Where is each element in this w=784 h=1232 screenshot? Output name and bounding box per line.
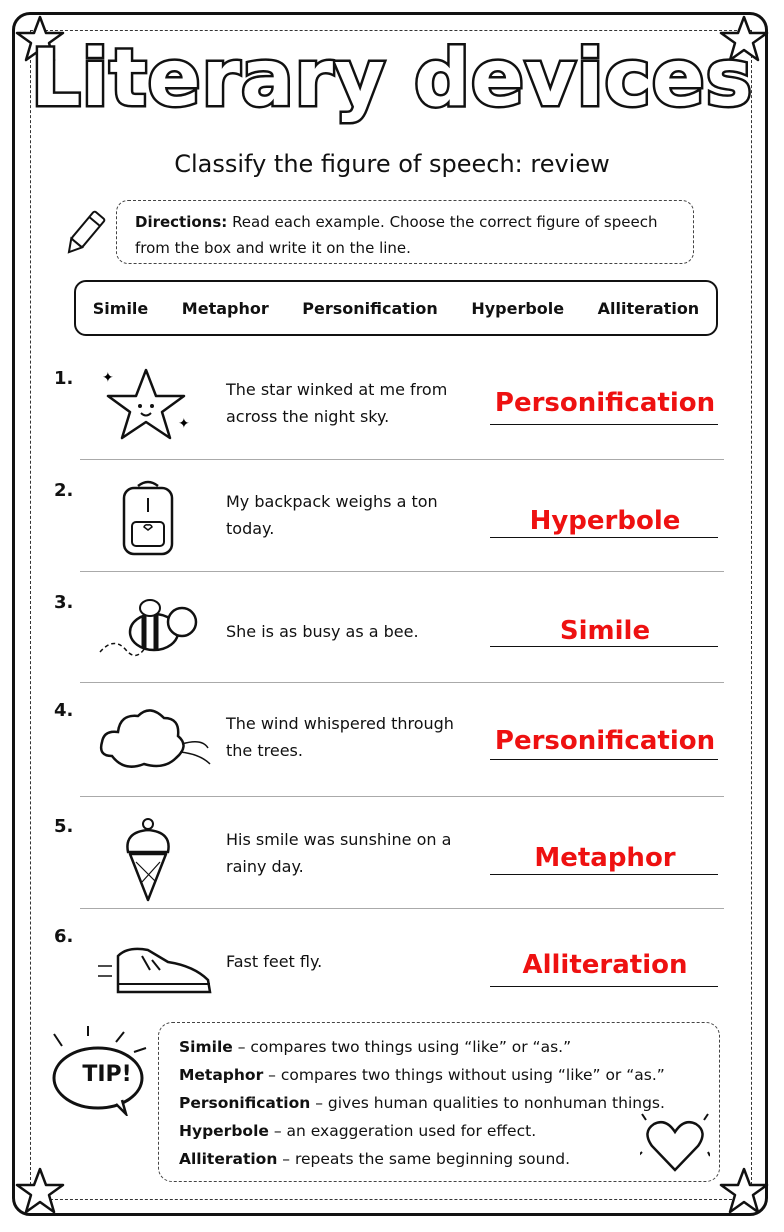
question-number: 3. [54,592,74,613]
question-number: 1. [54,368,74,389]
question-number: 6. [54,926,74,947]
word-bank-item: Metaphor [181,298,269,318]
heart-icon [640,1112,710,1176]
svg-text:✦: ✦ [102,370,114,386]
answer-line [490,537,718,538]
tip-badge: TIP! [82,1062,132,1087]
corner-star-icon [718,1166,770,1218]
tip-definition: – repeats the same beginning sound. [277,1150,571,1168]
word-bank-item: Hyperbole [471,298,565,318]
tip-definition: – compares two things using “like” or “as.” [232,1038,572,1056]
tip-item [179,1061,699,1089]
question-text: She is as busy as a bee. [226,622,419,641]
answer-text[interactable]: Metaphor [534,843,676,873]
answer-line [490,646,718,647]
tip-term: Alliteration [179,1150,278,1168]
question-text: His smile was sunshine on a rainy day. [226,830,452,876]
tip-item [179,1145,699,1173]
word-bank [74,280,718,336]
bee-icon [98,592,218,682]
tip-term: Simile [179,1038,233,1056]
word-bank-item: Personification [302,298,438,318]
tip-box [158,1022,720,1182]
answer-line [490,874,718,875]
tip-item [179,1033,699,1061]
star-icon [98,368,218,458]
tip-item [179,1117,699,1145]
answer-line [490,759,718,760]
pencil-icon [62,206,108,260]
tip-term: Metaphor [179,1066,264,1084]
answer-line [490,424,718,425]
svg-text:✦: ✦ [178,416,190,432]
answer-line [490,986,718,987]
question-number: 5. [54,816,74,837]
directions-box [116,200,694,264]
question-text: The wind whispered through the trees. [226,714,454,760]
page-title: Literary devices [30,34,754,124]
question-number: 4. [54,700,74,721]
tip-term: Personification [179,1094,311,1112]
sneaker-icon [98,926,218,1016]
tip-definition: – an exaggeration used for effect. [268,1122,537,1140]
question-number: 2. [54,480,74,501]
backpack-icon [98,480,218,570]
divider [80,682,724,683]
directions-text: Read each example. Choose the correct figure of speech from the box and write it on the line. [135,213,658,257]
tip-term: Hyperbole [179,1122,269,1140]
divider [80,459,724,460]
question-text: My backpack weighs a ton today. [226,492,438,538]
tip-definition: – gives human qualities to nonhuman things. [310,1094,665,1112]
directions-label: Directions: [135,213,228,231]
answer-text[interactable]: Simile [559,616,651,646]
question-text: Fast feet fly. [226,952,323,971]
answer-text[interactable]: Personification [494,388,716,418]
word-bank-item: Alliteration [597,298,700,318]
question-text: The star winked at me from across the night sky. [226,380,448,426]
divider [80,908,724,909]
tip-definition: – compares two things without using “like” or “as.” [263,1066,665,1084]
answer-text[interactable]: Alliteration [522,950,688,980]
cloud-wind-icon [98,700,218,790]
page-subtitle: Classify the figure of speech: review [174,150,610,178]
word-bank-item: Simile [92,298,149,318]
answer-text[interactable]: Hyperbole [529,506,681,536]
tip-item [179,1089,699,1117]
answer-text[interactable]: Personification [494,726,716,756]
ice-cream-icon [98,816,218,906]
corner-star-icon [14,1166,66,1218]
divider [80,571,724,572]
divider [80,796,724,797]
